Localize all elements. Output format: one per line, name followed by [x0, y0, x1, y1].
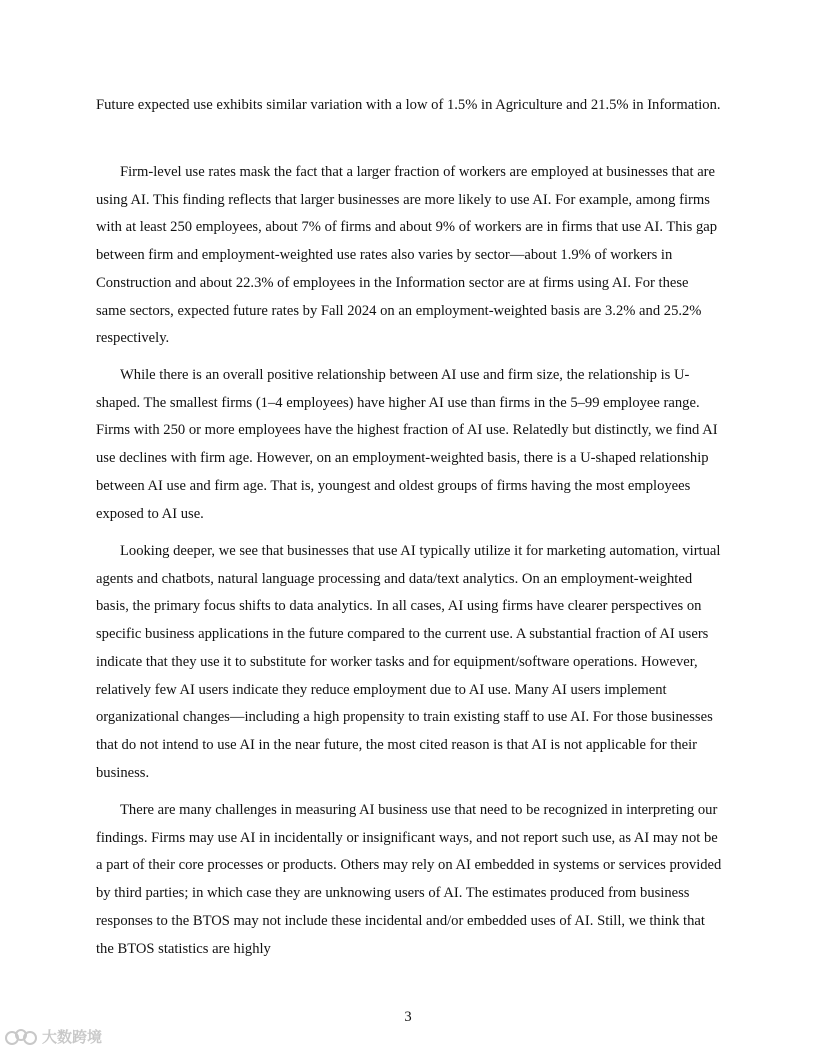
sheep-logo-icon [4, 1027, 38, 1047]
paragraph-ai-applications: Looking deeper, we see that businesses that use AI typically utilize it for marketing automation, virtual agents and chatbots, natural language processing and data/text analytics. On an employment-weighted basis, the primary focus shifts to data analytics. In all cases, AI using firms have clearer perspectives on specific business applications in the future compared to the current use. A substantial fraction of AI users indicate that they use it to substitute for worker tasks and for equipment/software operations. However, relatively few AI users indicate they reduce employment due to AI use. Many AI users implement organizational changes—including a high propensity to train existing staff to use AI. For those businesses that do not intend to use AI in the near future, the most cited reason is that AI is not applicable for their business. [96, 543, 721, 781]
paragraph-measurement-challenges: There are many challenges in measuring AI business use that need to be recognized in interpreting our findings. Firms may use AI in incidentally or insignificant ways, and not report such use, as AI may not be a part of their core processes or products. Others may rely on AI embedded in systems or services provided by third parties; in which case they are unknowing users of AI. The estimates produced from business responses to the BTOS may not include these incidental and/or embedded uses of AI. Still, we think that the BTOS statistics are highly [96, 802, 722, 957]
page-number: 3 [404, 1009, 412, 1025]
paragraph-firm-level-use-rates: Firm-level use rates mask the fact that a larger fraction of workers are employed at businesses that are using AI. This finding reflects that larger businesses are more likely to use AI. For example, among firms with at least 250 employees, about 7% of firms and about 9% of workers are in firms that use AI. This gap between firm and employment-weighted use rates also varies by sector—about 1.9% of workers in Construction and about 22.3% of employees in the Information sector are at firms using AI. For these same sectors, expected future rates by Fall 2024 on an employment-weighted basis are 3.2% and 25.2% respectively. [96, 164, 718, 347]
paragraph-future-expected-use: Future expected use exhibits similar variation with a low of 1.5% in Agriculture and 21.5% in Information. [96, 97, 721, 113]
watermark [4, 1026, 102, 1047]
paragraph-firm-size-relationship: While there is an overall positive relationship between AI use and firm size, the relationship is U-shaped. The smallest firms (1–4 employees) have higher AI use than firms in the 5–99 employee range. Firms with 250 or more employees have the highest fraction of AI use. Relatedly but distinctly, we find AI use declines with firm age. However, on an employment-weighted basis, there is a U-shaped relationship between AI use and firm age. That is, youngest and oldest groups of firms having the most employees exposed to AI use. [96, 367, 718, 522]
watermark-text: 大数跨境 [42, 1028, 103, 1046]
